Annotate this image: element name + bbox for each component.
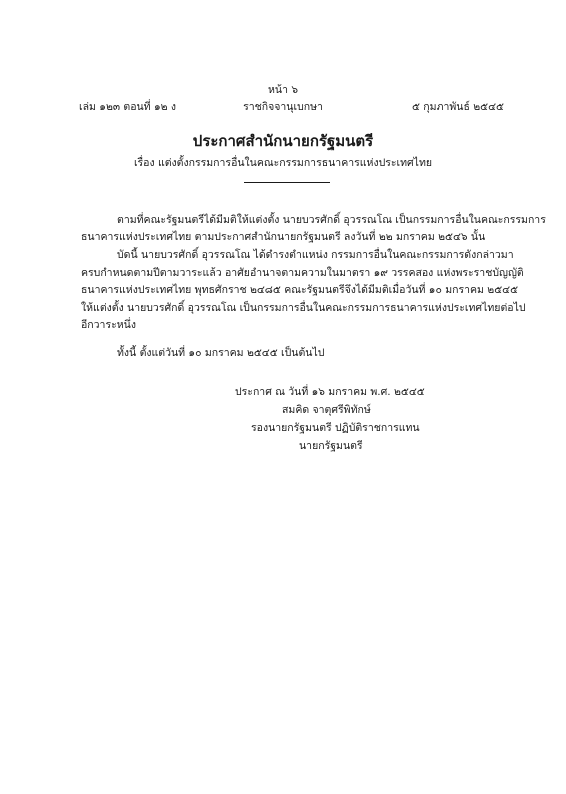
page-number: หน้า ๖ [268,84,298,96]
gazette-date: ๕ กุมภาพันธ์ ๒๕๔๕ [412,101,504,113]
paragraph2-line: อีกวาระหนึ่ง [81,319,136,331]
paragraph2-line: ครบกำหนดตามปีตามวาระแล้ว อาศัยอำนาจตามความในมาตรา ๑๙ วรรคสอง แห่งพระราชบัญญัติ [81,267,524,279]
announced-date: ประกาศ ณ วันที่ ๑๖ มกราคม พ.ศ. ๒๕๔๕ [235,386,425,398]
paragraph2-line: ให้แต่งตั้ง นายบวรศักดิ์ อุวรรณโณ เป็นกรรมการอื่นในคณะกรรมการธนาคารแห่งประเทศไทยต่อไป [81,302,526,314]
paragraph1-line: ตามที่คณะรัฐมนตรีได้มีมติให้แต่งตั้ง นายบวรศักดิ์ อุวรรณโณ เป็นกรรมการอื่นในคณะกรรมการ [117,214,546,226]
volume-issue: เล่ม ๑๒๓ ตอนที่ ๑๒ ง [79,101,176,113]
signer-position: รองนายกรัฐมนตรี ปฏิบัติราชการแทน [251,422,420,434]
paragraph2-line: ธนาคารแห่งประเทศไทย พุทธศักราช ๒๔๘๕ คณะรัฐมนตรีจึงได้มีมติเมื่อวันที่ ๑๐ มกราคม ๒๕๔๕ [81,284,519,296]
signer-on-behalf: นายกรัฐมนตรี [299,440,363,452]
gazette-name: ราชกิจจานุเบกษา [243,101,323,113]
announcement-subject: เรื่อง แต่งตั้งกรรมการอื่นในคณะกรรมการธนาคารแห่งประเทศไทย [133,157,433,169]
paragraph3: ทั้งนี้ ตั้งแต่วันที่ ๑๐ มกราคม ๒๕๔๕ เป็นต้นไป [117,347,325,359]
announcement-title: ประกาศสำนักนายกรัฐมนตรี [192,132,374,150]
divider-line [244,182,330,183]
signer-name: สมคิด จาตุศรีพิทักษ์ [282,404,371,416]
paragraph1-line: ธนาคารแห่งประเทศไทย ตามประกาศสำนักนายกรัฐมนตรี ลงวันที่ ๒๒ มกราคม ๒๕๔๖ นั้น [81,231,486,243]
paragraph2-line: บัดนี้ นายบวรศักดิ์ อุวรรณโณ ได้ดำรงตำแหน่ง กรรมการอื่นในคณะกรรมการดังกล่าวมา [117,249,514,261]
